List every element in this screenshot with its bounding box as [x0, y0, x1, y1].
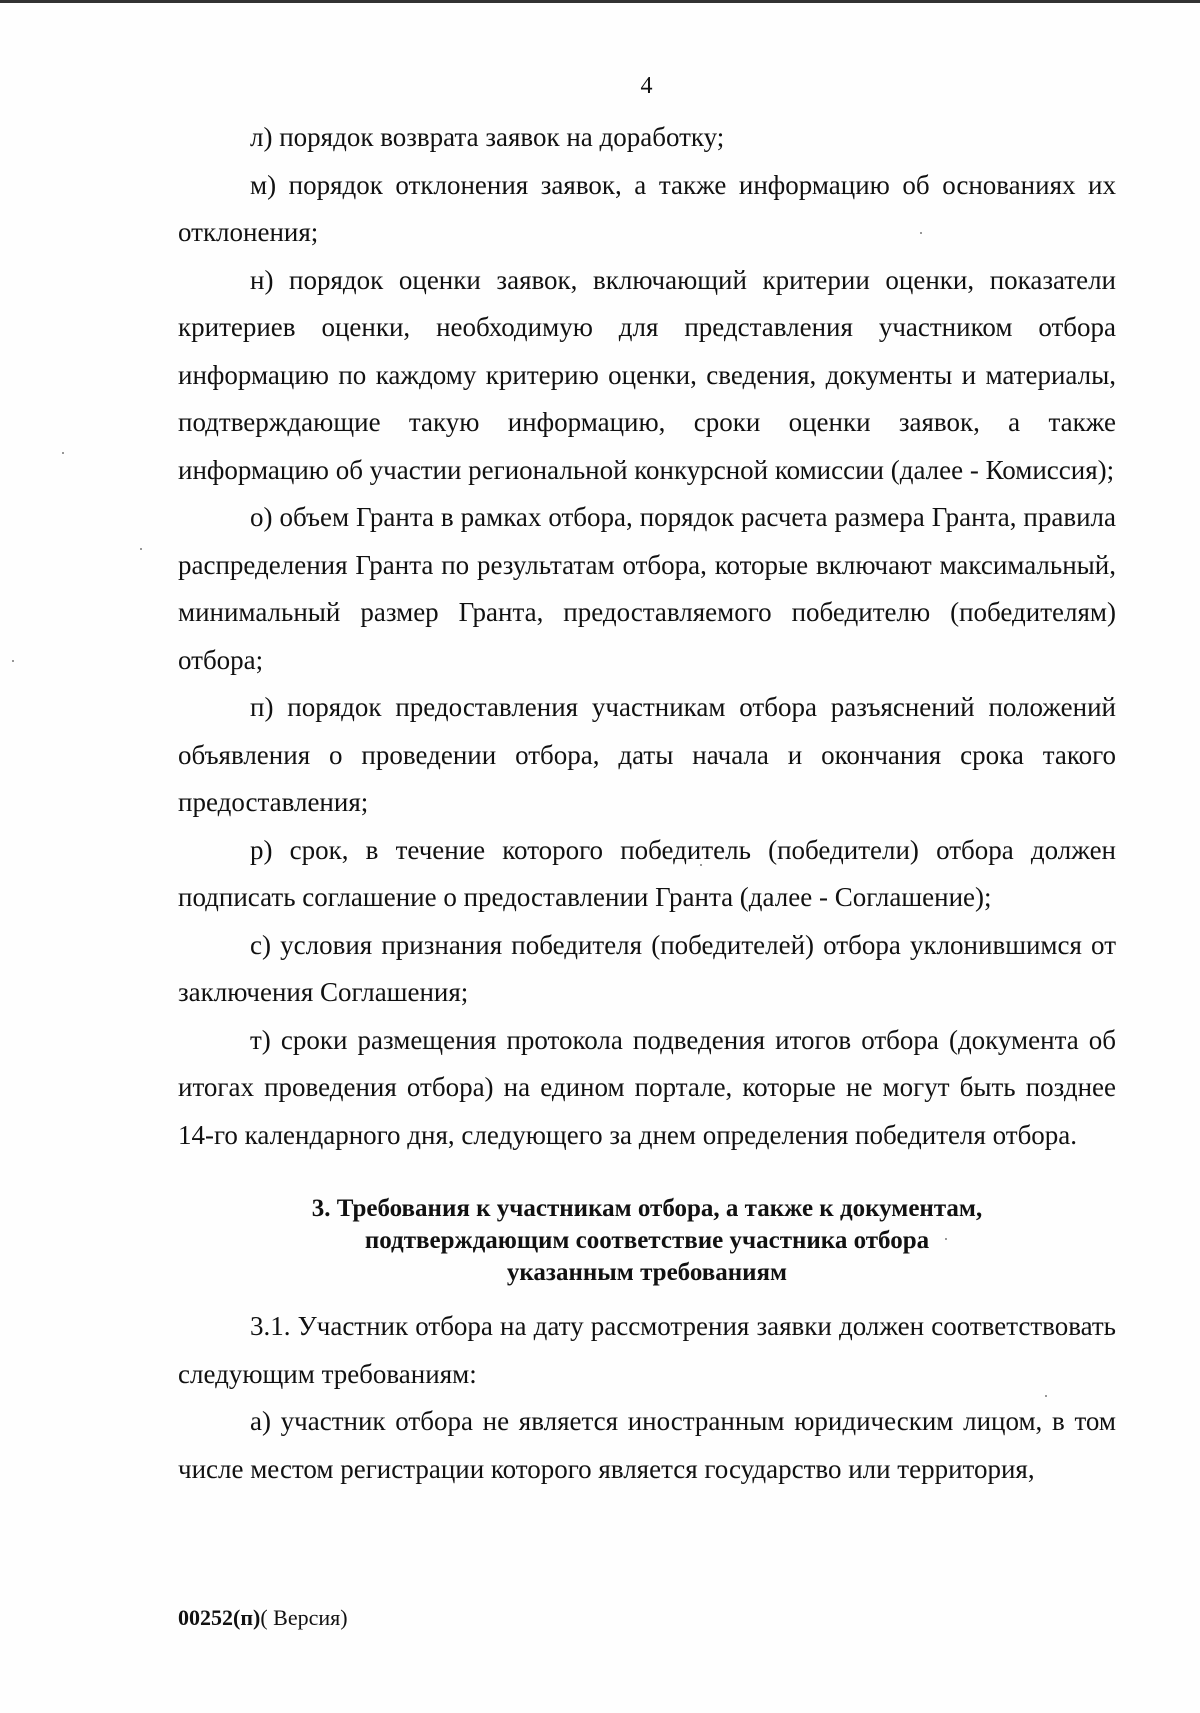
scan-speck	[700, 864, 702, 866]
scan-speck	[945, 1238, 947, 1240]
scan-speck	[140, 548, 142, 550]
paragraph-r: р) срок, в течение которого победитель (победители) отбора должен подписать соглашение о предоставлении Гранта (далее - Соглашение);	[178, 834, 1116, 912]
top-border-line	[0, 0, 1200, 3]
document-body	[178, 114, 1116, 1493]
paragraph-3-1: 3.1. Участник отбора на дату рассмотрения заявки должен соответствовать следующим требованиям:	[178, 1311, 1116, 1389]
paragraph-t: т) сроки размещения протокола подведения итогов отбора (документа об итогах проведения отбора) на едином портале, которые не могут быть позднее 14-го календарного дня, следующего за днем определения победителя отбора.	[178, 1024, 1116, 1150]
section-heading-line: подтверждающим соответствие участника отбора	[364, 1227, 930, 1254]
paragraph-n: н) порядок оценки заявок, включающий критерии оценки, показатели критериев оценки, необходимую для представления участником отбора информацию по каждому критерию оценки, сведения, документы и материалы, подтверждающие такую информацию, сроки оценки заявок, а также информацию об участии региональной конкурсной комиссии (далее - Комиссия);	[178, 264, 1116, 485]
scan-speck	[12, 660, 14, 662]
paragraph-l: л) порядок возврата заявок на доработку;	[250, 122, 725, 152]
document-code: 00252(п)	[178, 1605, 261, 1630]
document-version: ( Версия)	[260, 1605, 348, 1630]
paragraph-m: м) порядок отклонения заявок, а также информацию об основаниях их отклонения;	[178, 169, 1116, 247]
section-heading-line: указанным требованиям	[506, 1259, 788, 1286]
paragraph-s: с) условия признания победителя (победителей) отбора уклонившимся от заключения Соглашения;	[178, 929, 1116, 1007]
scan-speck	[1045, 1395, 1047, 1397]
document-footer	[178, 1606, 348, 1630]
section-heading	[178, 1193, 1116, 1289]
scan-speck	[920, 232, 922, 234]
paragraph-a: а) участник отбора не является иностранным юридическим лицом, в том числе местом регистрации которого является государство или территория,	[178, 1406, 1116, 1484]
paragraph-o: о) объем Гранта в рамках отбора, порядок расчета размера Гранта, правила распределения Гранта по результатам отбора, которые включают максимальный, минимальный размер Гранта, предоставляемого победителю (победителям) отбора;	[178, 502, 1116, 675]
page-number: 4	[640, 73, 653, 99]
paragraph-p: п) порядок предоставления участникам отбора разъяснений положений объявления о проведении отбора, даты начала и окончания срока такого предоставления;	[178, 692, 1116, 817]
section-heading-line: 3. Требования к участникам отбора, а также к документам,	[311, 1195, 983, 1222]
scan-speck	[62, 452, 64, 454]
